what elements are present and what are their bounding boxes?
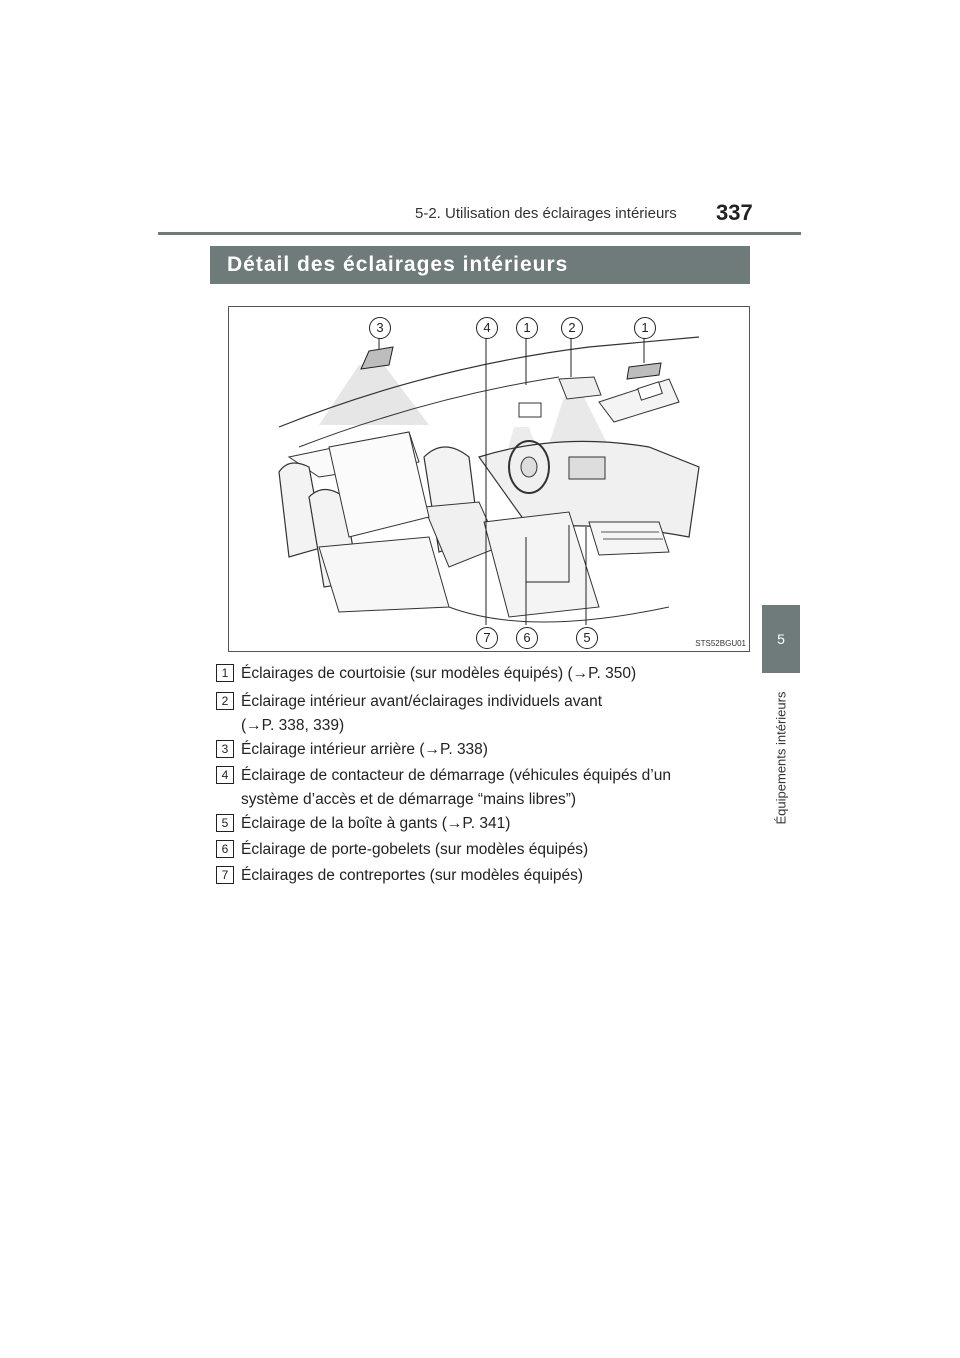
item-text: Éclairages de courtoisie (sur modèles équipés) (→P. 350) [241,665,637,682]
item-number-badge: 7 [216,866,234,884]
rear-dome-lamp [361,347,393,369]
page-number: 337 [716,200,753,225]
list-item-2 [216,690,746,738]
marker-5-bottom: 5 [576,627,598,649]
list-item-5 [216,812,746,836]
rear-light-cone [319,365,429,425]
item-text: Éclairage intérieur arrière (→P. 338) [241,741,488,758]
car-interior-drawing [229,307,749,651]
marker-2-top: 2 [561,317,583,339]
list-item-6 [216,838,746,862]
marker-1-top-left: 1 [516,317,538,339]
item-number-badge: 1 [216,664,234,682]
marker-1-top-right: 1 [634,317,656,339]
item-number-badge: 5 [216,814,234,832]
list-item-7 [216,864,746,888]
marker-3-top: 3 [369,317,391,339]
chapter-tab-label: Équipements intérieurs [773,691,789,825]
list-item-1 [216,662,746,686]
item-text-line1: Éclairage de contacteur de démarrage (véhicules équipés d’un [241,767,671,784]
courtesy-lamp-right [627,363,661,379]
item-text-line1: Éclairage intérieur avant/éclairages individuels avant [241,693,603,710]
header-divider [158,232,801,235]
item-number-badge: 2 [216,692,234,710]
item-text-line2: système d’accès et de démarrage “mains libres”) [241,791,577,808]
section-title: Détail des éclairages intérieurs [210,246,750,284]
list-item-3 [216,738,746,762]
marker-4-top: 4 [476,317,498,339]
item-number-badge: 4 [216,766,234,784]
marker-7-bottom: 7 [476,627,498,649]
item-text: Éclairage de porte-gobelets (sur modèles équipés) [241,841,589,858]
header-section-title: 5-2. Utilisation des éclairages intérieurs [415,205,677,222]
chapter-tab: 5 [762,605,800,673]
interior-lighting-illustration [228,306,750,652]
illustration-code: STS52BGU01 [695,639,746,648]
item-number-badge: 6 [216,840,234,858]
marker-6-bottom: 6 [516,627,538,649]
list-item-4 [216,764,746,812]
item-text-line2: (→P. 338, 339) [241,717,345,734]
item-text: Éclairage de la boîte à gants (→P. 341) [241,815,511,832]
item-text: Éclairages de contreportes (sur modèles équipés) [241,867,584,884]
item-number-badge: 3 [216,740,234,758]
